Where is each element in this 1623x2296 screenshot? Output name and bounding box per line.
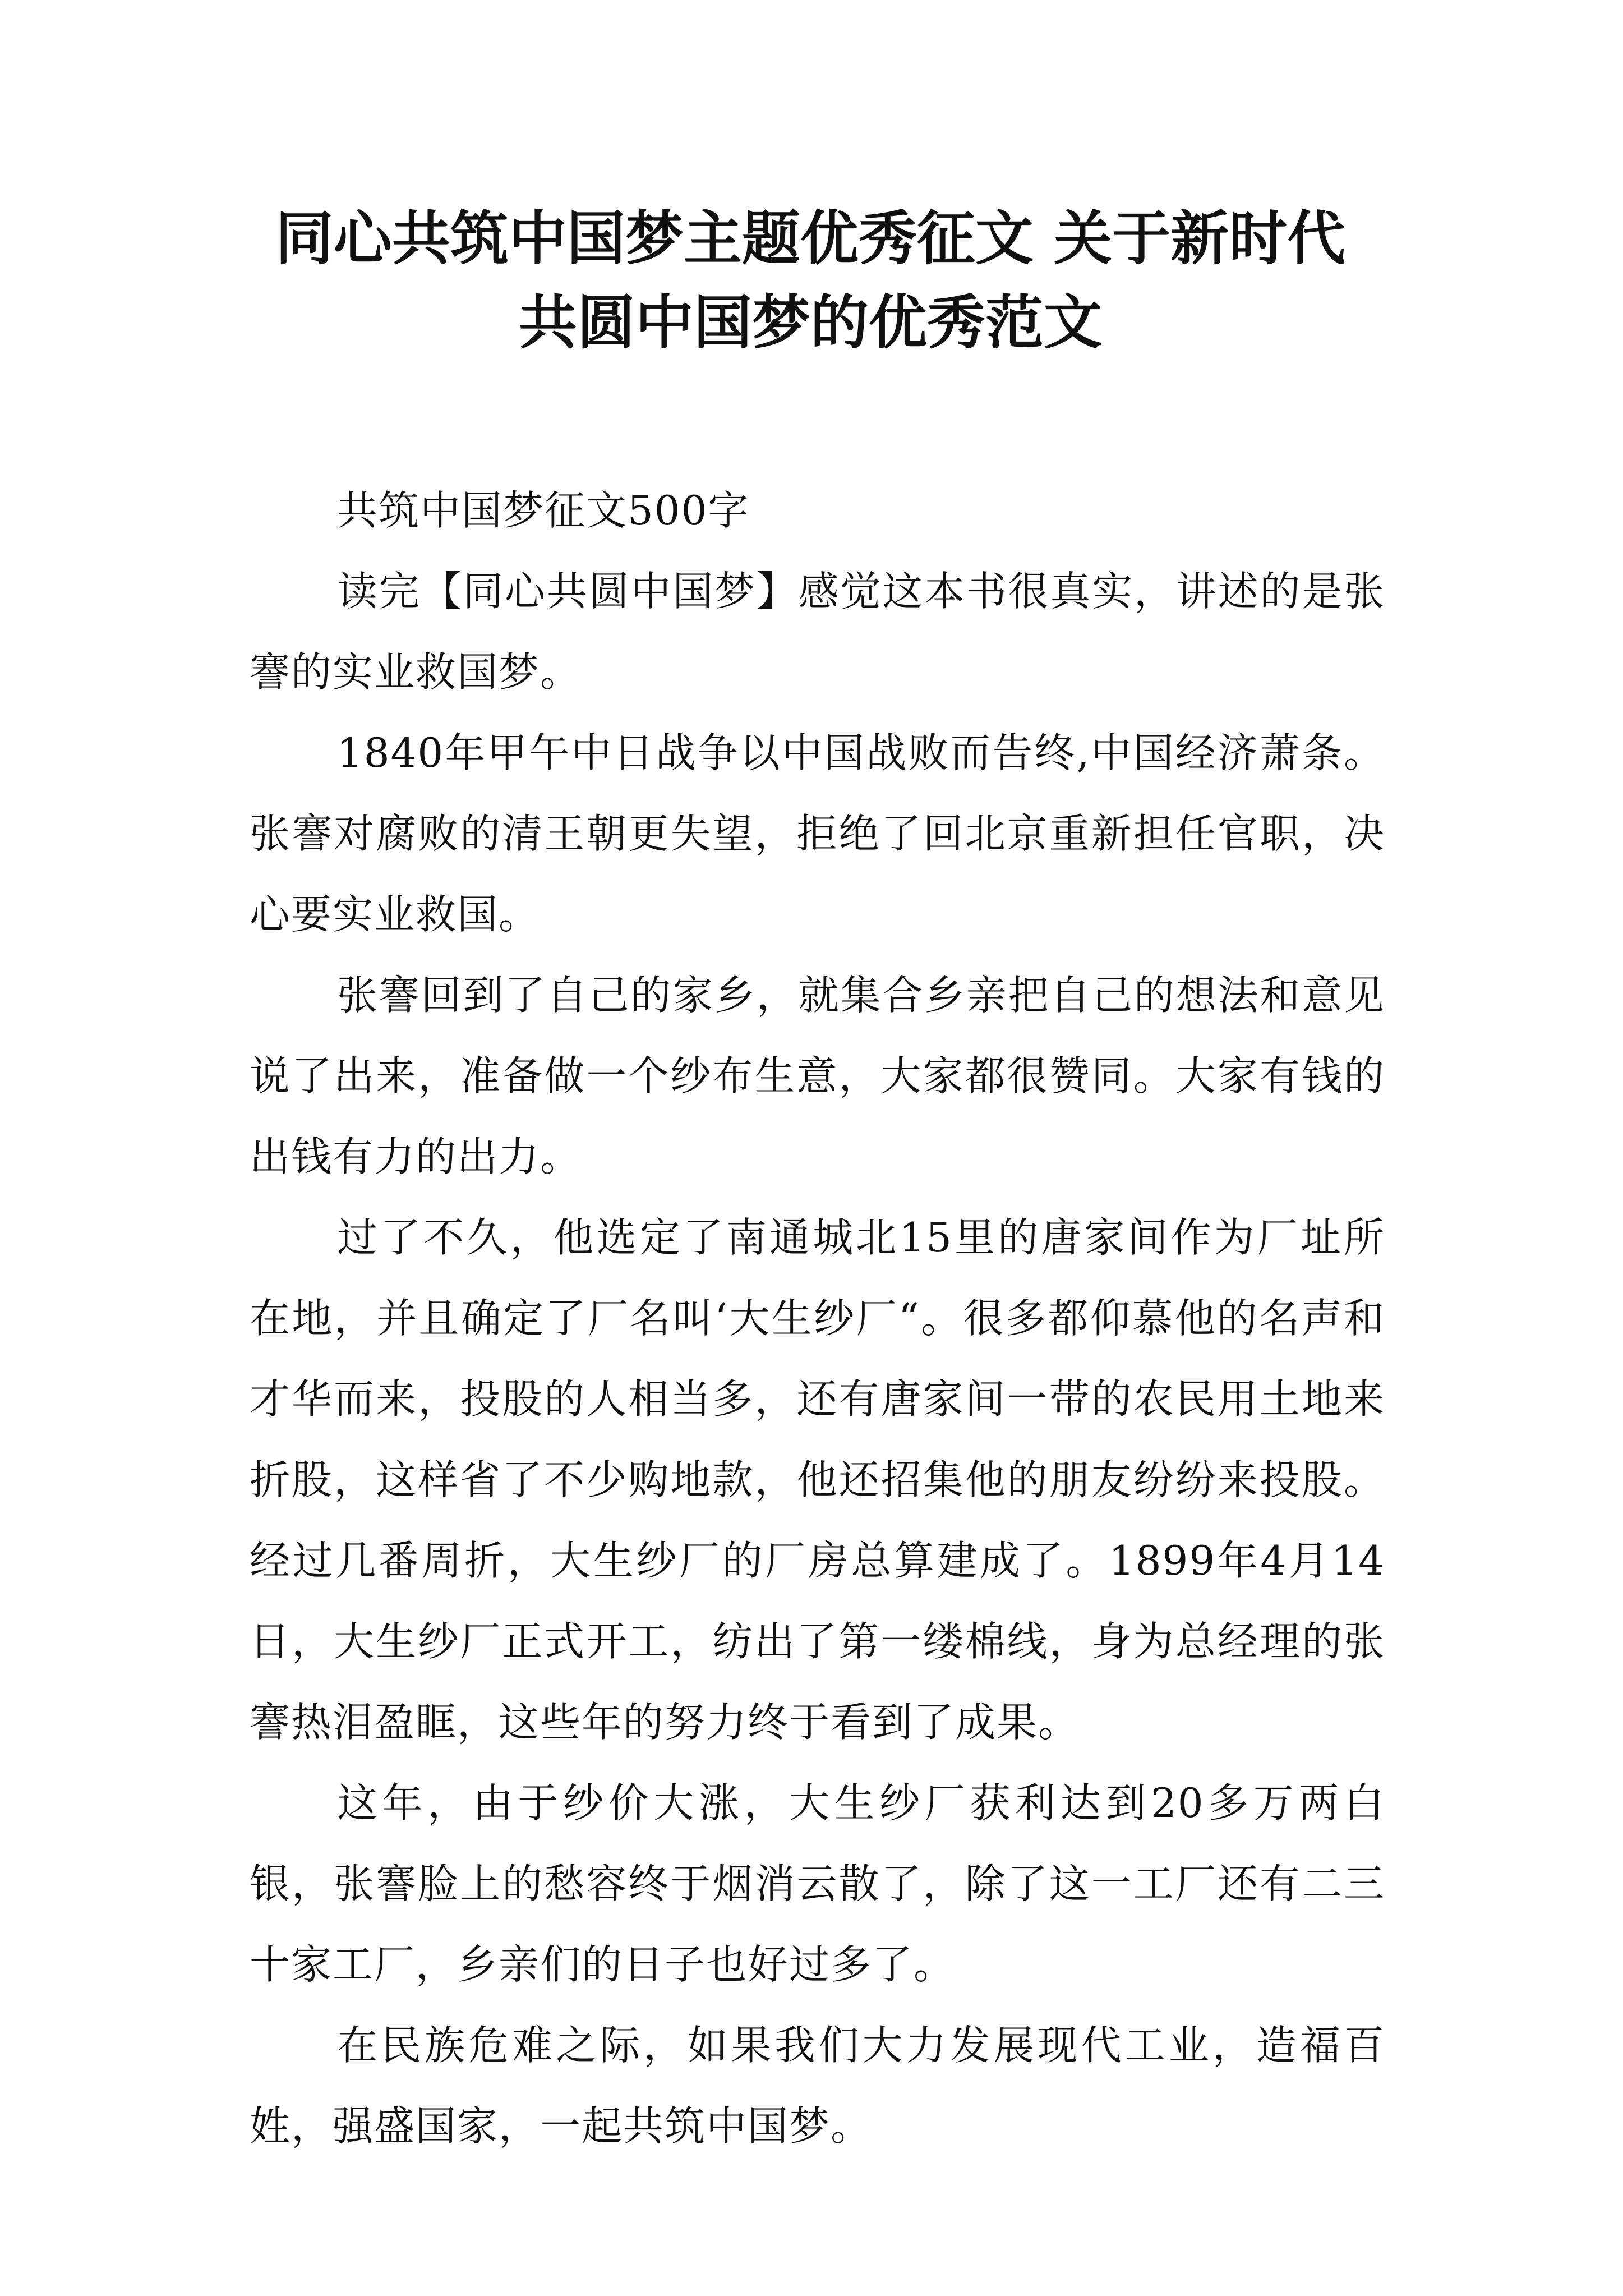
subtitle-paragraph: 共筑中国梦征文500字 bbox=[337, 487, 750, 534]
body-paragraph: 在民族危难之际，如果我们大力发展现代工业，造福百姓，强盛国家，一起共筑中国梦。 bbox=[250, 2022, 1385, 2150]
document-body bbox=[250, 470, 1385, 2166]
body-paragraph: 这年，由于纱价大涨，大生纱厂获利达到20多万两白银，张謇脸上的愁容终于烟消云散了，除了这一工厂还有二三十家工厂，乡亲们的日子也好过多了。 bbox=[250, 1779, 1385, 1988]
title-line-1: 同心共筑中国梦主题优秀征文 关于新时代 bbox=[275, 204, 1346, 273]
body-paragraph: 读完【同心共圆中国梦】感觉这本书很真实，讲述的是张謇的实业救国梦。 bbox=[250, 568, 1385, 696]
body-paragraph: 1840年甲午中日战争以中国战败而告终,中国经济萧条。张謇对腐败的清王朝更失望，拒绝了回北京重新担任官职，决心要实业救国。 bbox=[250, 729, 1385, 938]
title-line-2: 共圆中国梦的优秀范文 bbox=[518, 288, 1102, 357]
body-paragraph: 过了不久，他选定了南通城北15里的唐家间作为厂址所在地，并且确定了厂名叫‘大生纱厂“。很多都仰慕他的名声和才华而来，投股的人相当多，还有唐家间一带的农民用土地来折股，这样省了不少购地款，他还招集他的朋友纷纷来投股。经过几番周折，大生纱厂的厂房总算建成了。1899年4月14日，大生纱厂正式开工，纺出了第一缕棉线，身为总经理的张謇热泪盈眶，这些年的努力终于看到了成果。 bbox=[250, 1214, 1385, 1746]
document-title bbox=[236, 196, 1385, 365]
body-paragraph: 张謇回到了自己的家乡，就集合乡亲把自己的想法和意见说了出来，准备做一个纱布生意，大家都很赞同。大家有钱的出钱有力的出力。 bbox=[250, 972, 1385, 1180]
